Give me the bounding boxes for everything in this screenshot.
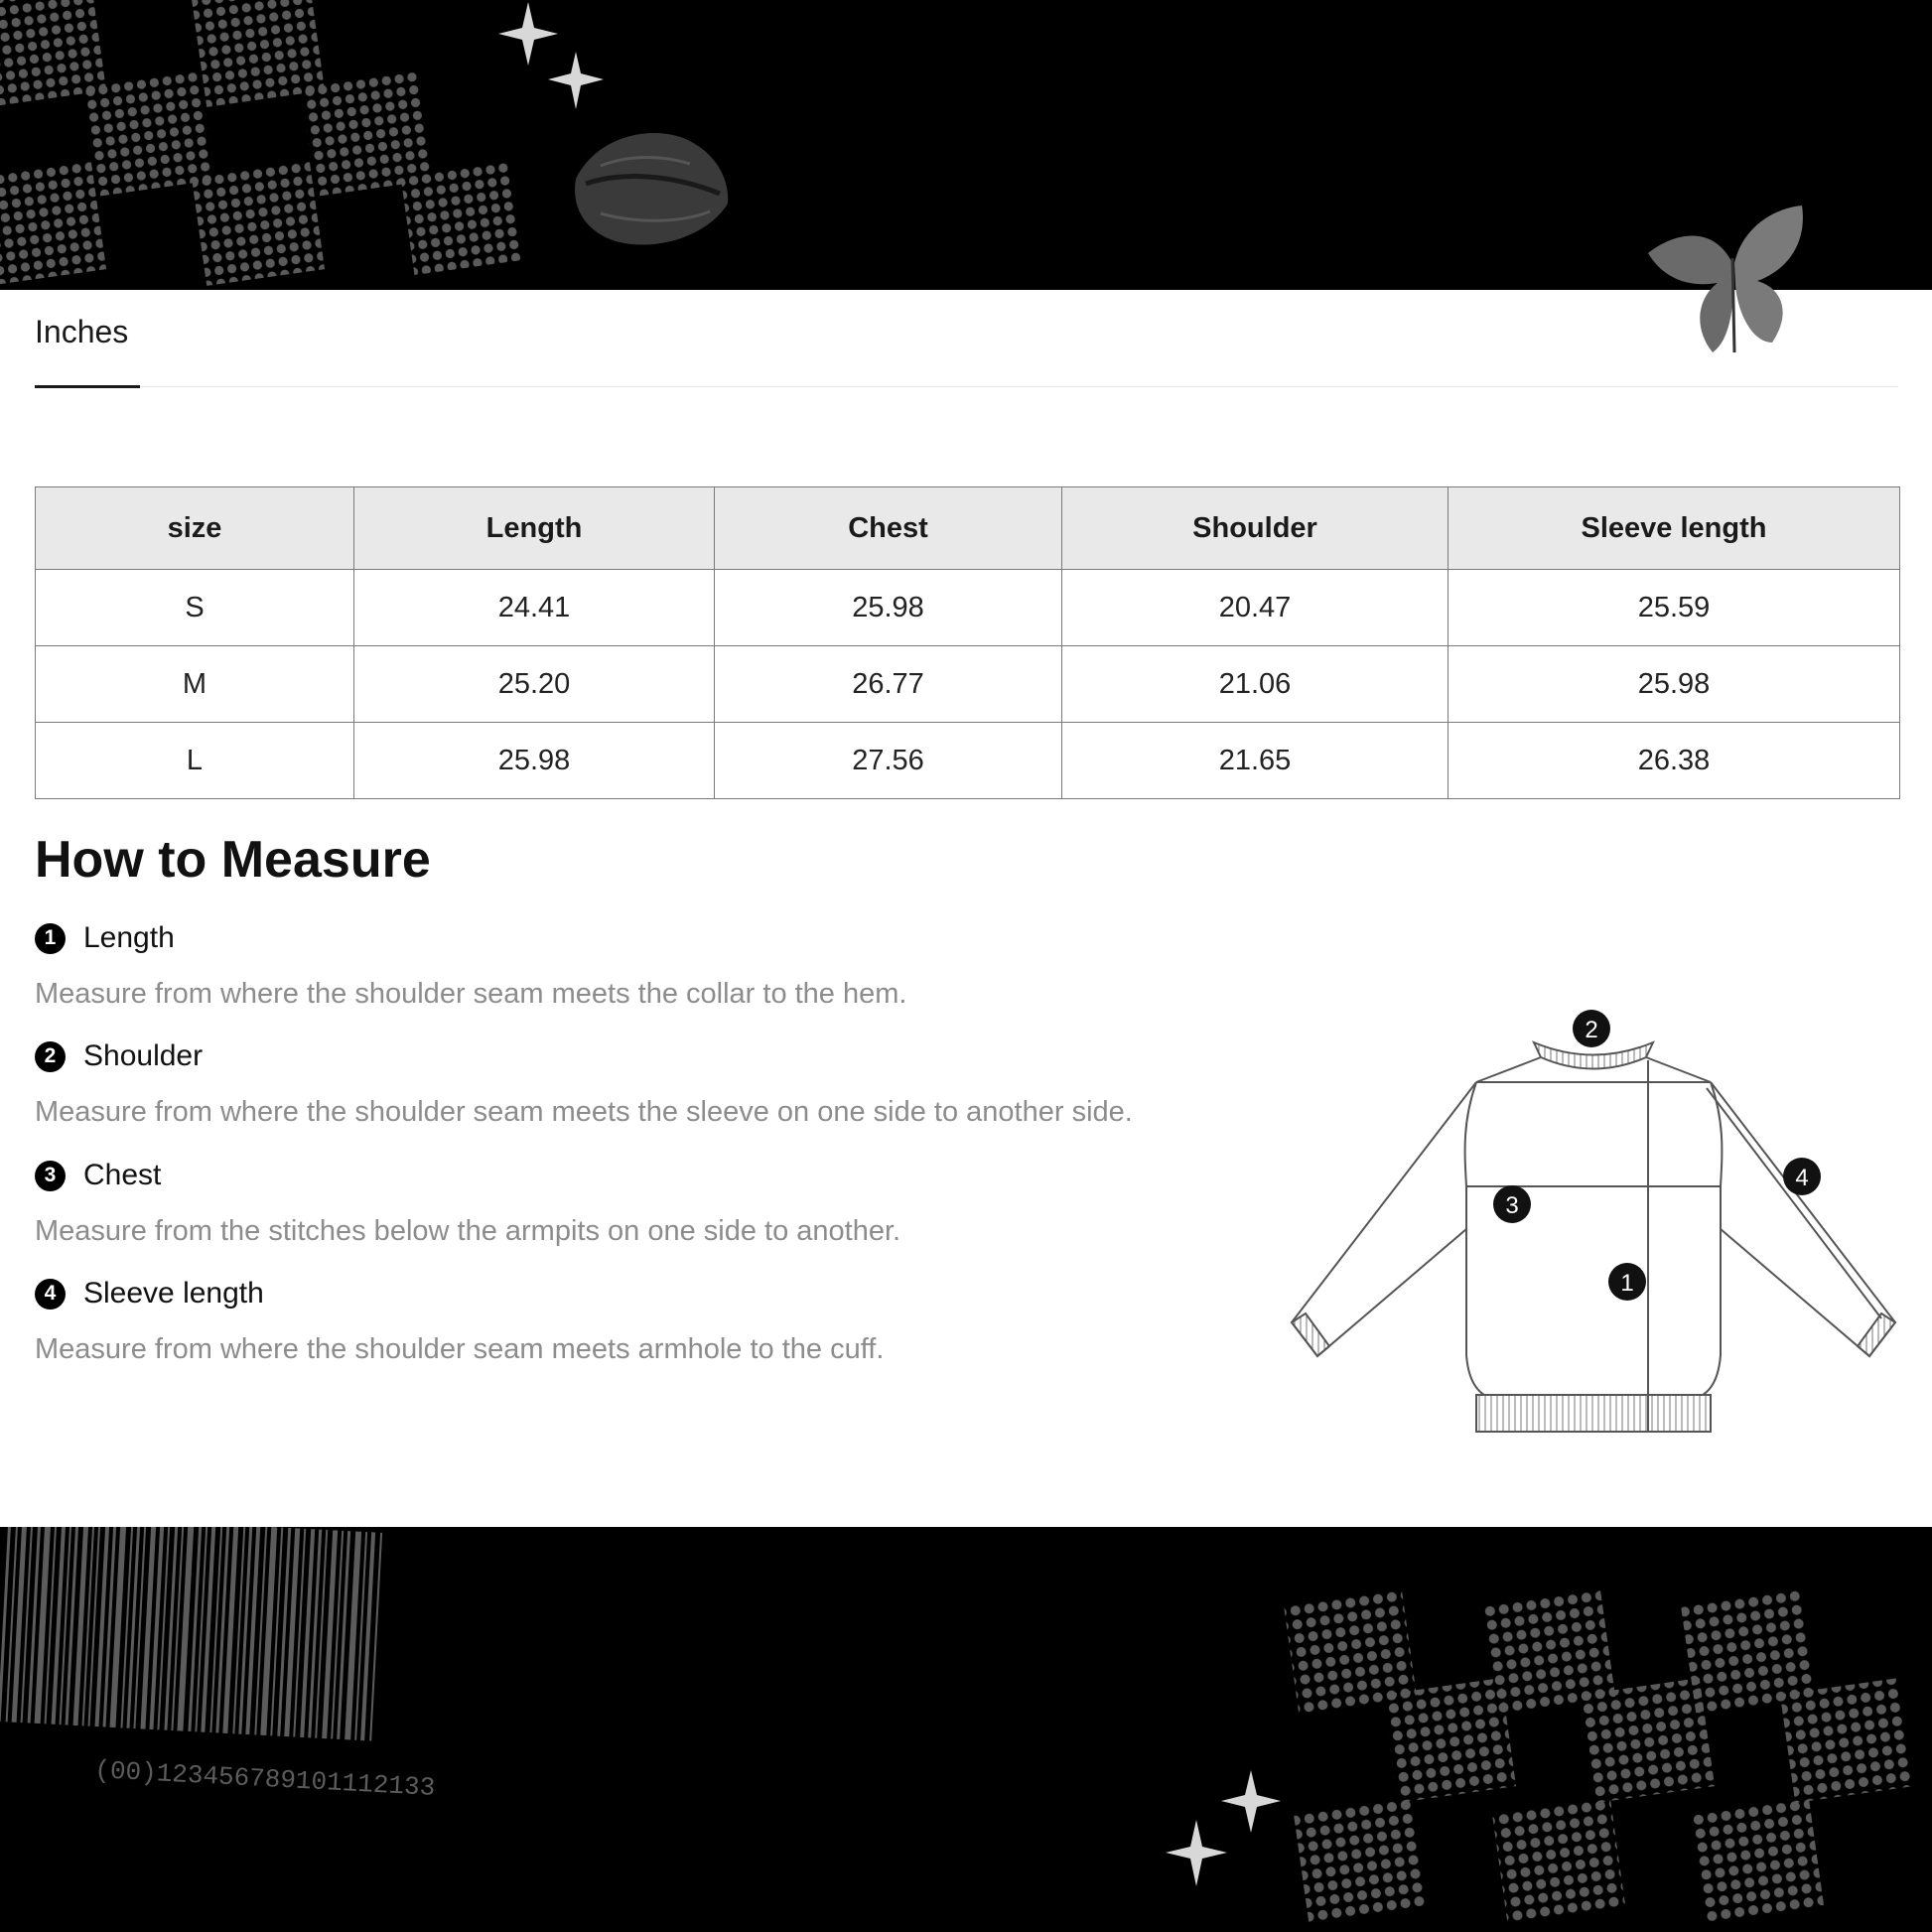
unit-tabs bbox=[35, 290, 1898, 389]
step-description: Measure from where the shoulder seam meets the collar to the hem. bbox=[35, 978, 907, 1010]
measure-step-length bbox=[35, 918, 906, 1011]
table-cell: 21.65 bbox=[1062, 723, 1449, 799]
table-row bbox=[36, 646, 1900, 723]
step-number-badge: 4 bbox=[35, 1279, 66, 1310]
table-cell: M bbox=[36, 646, 354, 723]
table-cell: S bbox=[36, 570, 354, 646]
table-cell: 27.56 bbox=[715, 723, 1062, 799]
svg-text:(00)123456789101112133: (00)123456789101112133 bbox=[93, 1755, 436, 1803]
svg-text:1: 1 bbox=[1620, 1270, 1634, 1297]
tab-inches[interactable]: Inches bbox=[35, 314, 129, 349]
table-cell: 20.47 bbox=[1062, 570, 1449, 646]
step-description: Measure from where the shoulder seam meets the sleeve on one side to another side. bbox=[35, 1096, 1133, 1128]
table-cell: 26.38 bbox=[1449, 723, 1900, 799]
table-row bbox=[36, 723, 1900, 799]
measure-step-chest bbox=[35, 1156, 900, 1248]
header-sleeve-length: Sleeve length bbox=[1449, 487, 1900, 570]
barcode bbox=[0, 1527, 556, 1825]
step-label: Sleeve length bbox=[83, 1277, 264, 1310]
table-cell: 25.20 bbox=[354, 646, 715, 723]
lips-icon bbox=[571, 124, 740, 253]
how-to-measure-title: How to Measure bbox=[35, 831, 431, 889]
header-shoulder: Shoulder bbox=[1062, 487, 1449, 570]
step-label: Chest bbox=[83, 1159, 162, 1191]
table-cell: 25.98 bbox=[715, 570, 1062, 646]
measure-step-sleeve-length bbox=[35, 1274, 884, 1366]
step-number-badge: 1 bbox=[35, 923, 66, 954]
diagram-marker-1 bbox=[1608, 1263, 1646, 1301]
sparkle-icon bbox=[486, 0, 606, 119]
diagram-marker-3 bbox=[1493, 1185, 1531, 1223]
table-header-row bbox=[36, 487, 1900, 570]
sweater-measurement-diagram bbox=[1286, 1003, 1901, 1449]
table-row bbox=[36, 570, 1900, 646]
svg-text:3: 3 bbox=[1505, 1192, 1519, 1219]
measure-step-shoulder bbox=[35, 1036, 1133, 1129]
header-length: Length bbox=[354, 487, 715, 570]
table-cell: 21.06 bbox=[1062, 646, 1449, 723]
table-cell: L bbox=[36, 723, 354, 799]
table-cell: 25.98 bbox=[1449, 646, 1900, 723]
svg-text:2: 2 bbox=[1585, 1017, 1598, 1043]
table-cell: 25.98 bbox=[354, 723, 715, 799]
diagram-marker-2 bbox=[1573, 1010, 1610, 1047]
step-number-badge: 2 bbox=[35, 1041, 66, 1072]
header-chest: Chest bbox=[715, 487, 1062, 570]
halftone-checker-top bbox=[0, 0, 556, 290]
svg-text:4: 4 bbox=[1795, 1165, 1809, 1191]
step-label: Length bbox=[83, 921, 175, 954]
step-number-badge: 3 bbox=[35, 1161, 66, 1191]
step-description: Measure from the stitches below the armpits on one side to another. bbox=[35, 1215, 901, 1247]
step-label: Shoulder bbox=[83, 1039, 204, 1072]
step-description: Measure from where the shoulder seam meets armhole to the cuff. bbox=[35, 1333, 885, 1365]
size-table bbox=[35, 486, 1900, 799]
tab-divider bbox=[35, 386, 1898, 387]
table-cell: 24.41 bbox=[354, 570, 715, 646]
active-tab-indicator bbox=[35, 385, 140, 388]
halftone-checker-bottom bbox=[1281, 1527, 1932, 1932]
table-cell: 25.59 bbox=[1449, 570, 1900, 646]
header-size: size bbox=[36, 487, 354, 570]
bottom-decor-band bbox=[0, 1527, 1932, 1932]
sparkle-icon bbox=[1162, 1765, 1291, 1894]
diagram-marker-4 bbox=[1783, 1158, 1821, 1195]
table-cell: 26.77 bbox=[715, 646, 1062, 723]
